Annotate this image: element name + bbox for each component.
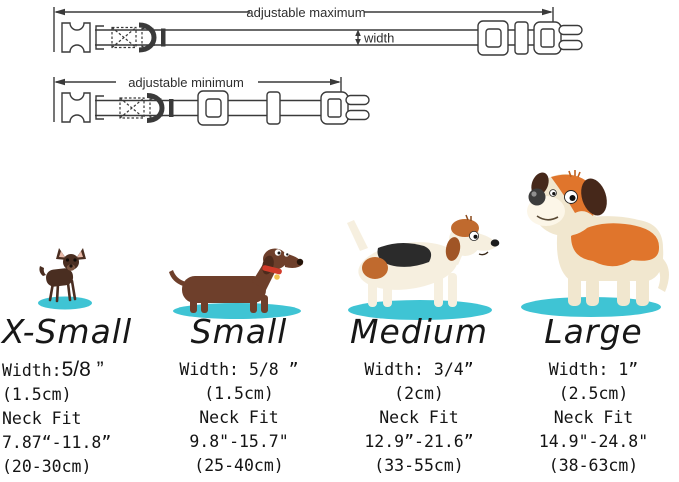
size-details bbox=[0, 358, 150, 479]
width-cm-line: (2cm) bbox=[394, 384, 444, 403]
neck-range-cm: (38-63cm) bbox=[548, 456, 639, 475]
width-label: Width: bbox=[2, 361, 62, 380]
size-card-medium bbox=[330, 0, 508, 482]
neck-fit-label: Neck Fit bbox=[2, 409, 82, 428]
size-details bbox=[508, 358, 679, 478]
width-cm-line: (1.5cm) bbox=[2, 385, 72, 404]
size-title: Small bbox=[190, 312, 288, 351]
adjustable-maximum-label: adjustable maximum bbox=[246, 5, 366, 20]
width-line bbox=[508, 358, 679, 382]
size-title: X-Small bbox=[2, 312, 133, 351]
width-label: Width: bbox=[179, 360, 249, 379]
size-details bbox=[148, 358, 330, 478]
width-line bbox=[148, 358, 330, 382]
width-cm-line: (1.5cm) bbox=[204, 384, 274, 403]
width-value: 1” bbox=[618, 360, 639, 379]
width-value: 5/8 ” bbox=[248, 360, 299, 379]
width-cm-line: (2.5cm) bbox=[558, 384, 629, 403]
width-label: Width: bbox=[364, 360, 434, 379]
width-line bbox=[330, 358, 508, 382]
width-value: 3/4” bbox=[433, 360, 474, 379]
neck-range-cm: (25-40cm) bbox=[194, 456, 284, 475]
neck-fit-label: Neck Fit bbox=[553, 408, 634, 427]
size-card-x-small bbox=[0, 0, 148, 482]
size-card-small bbox=[148, 0, 330, 482]
width-value: 5/8 ” bbox=[61, 358, 104, 381]
size-details bbox=[330, 358, 508, 478]
width-line bbox=[2, 358, 150, 383]
neck-range-cm: (20-30cm) bbox=[2, 457, 92, 476]
neck-fit-label: Neck Fit bbox=[199, 408, 279, 427]
neck-range-inches: 9.8"-15.7" bbox=[189, 432, 289, 451]
neck-range-inches: 7.87“-11.8” bbox=[2, 433, 112, 452]
neck-range-inches: 14.9"-24.8" bbox=[538, 432, 649, 451]
neck-range-inches: 12.9”-21.6” bbox=[364, 432, 474, 451]
neck-range-cm: (33-55cm) bbox=[374, 456, 464, 475]
width-label: width bbox=[364, 30, 395, 46]
neck-fit-label: Neck Fit bbox=[379, 408, 459, 427]
size-title: Medium bbox=[350, 312, 488, 351]
size-title: Large bbox=[544, 312, 643, 351]
adjustable-minimum-label: adjustable minimum bbox=[128, 75, 244, 90]
size-card-large bbox=[508, 0, 679, 482]
width-label: Width: bbox=[548, 360, 619, 379]
